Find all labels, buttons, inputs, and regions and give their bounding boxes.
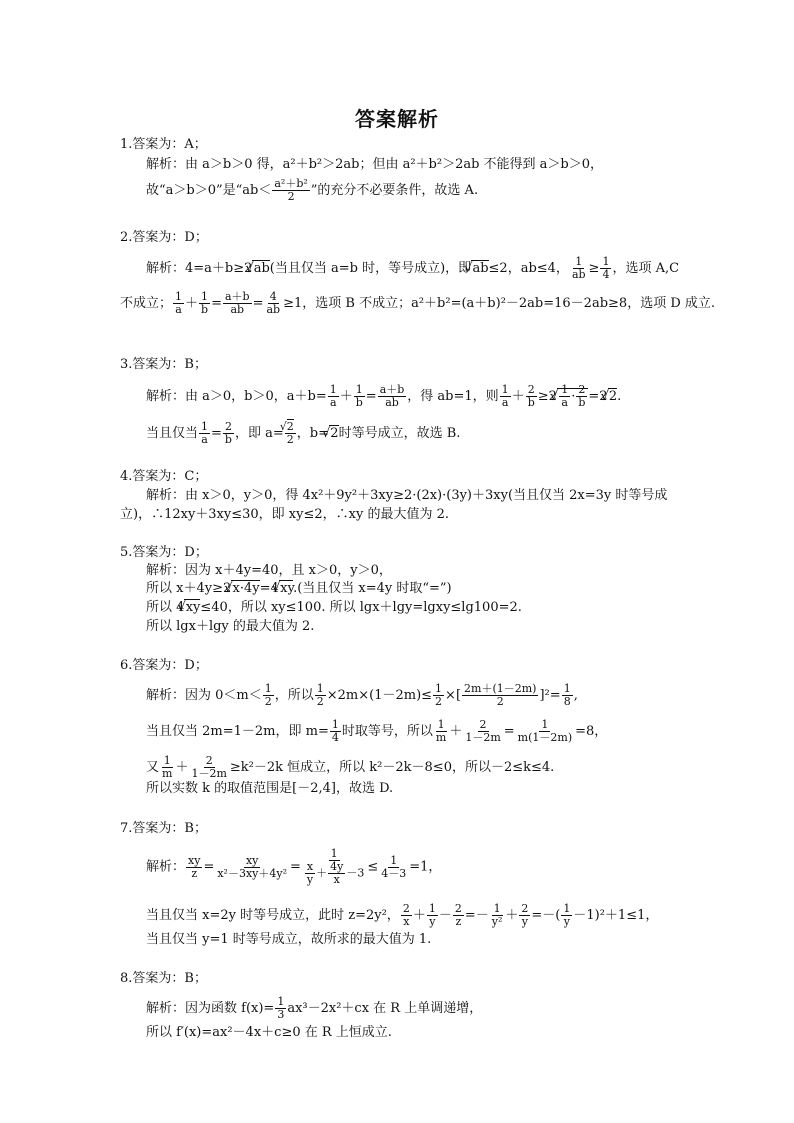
answer-6-line4: 所以实数 k 的取值范围是[－2,4]，故选 D. bbox=[146, 781, 394, 796]
page-title: 答案解析 bbox=[355, 107, 439, 131]
answer-8-line2: 所以 f′(x)=ax²－4x＋c≥0 在 R 上恒成立. bbox=[146, 1025, 392, 1040]
answer-4-line1: 解析：由 x＞0，y＞0，得 4x²＋9y²＋3xy≥2·(2x)·(3y)＋3xy(当且仅当 2x=3y 时等号成 bbox=[146, 488, 668, 503]
answer-4-line2: 立)，∴12xy＋3xy≤30，即 xy≤2，∴xy 的最大值为 2. bbox=[120, 507, 449, 522]
answer-7-line1: 解析： $\frac{xy}{z}$ = $\frac{xy}{\text{x²－3xy＋4y²}}$ = 1 $\frac{x}{y}$ ＋ $\frac{4y}{x}$ －3 ≤ $\frac{1}{4-3}$ =1， bbox=[146, 847, 442, 886]
answer-8-label: 8.答案为：B； bbox=[120, 971, 207, 986]
answer-2-label: 2.答案为：D； bbox=[120, 230, 208, 245]
answer-5-line3: 所以 4√ xy≤40，所以 xy≤100. 所以 lgx＋lgy=lgxy≤lg100=2. bbox=[146, 600, 522, 616]
answer-6-label: 6.答案为：D； bbox=[120, 658, 208, 673]
fraction: $\frac{\text{a²＋b²}}{2}$ bbox=[274, 177, 308, 203]
answer-5-line4: 所以 lgx＋lgy 的最大值为 2. bbox=[146, 619, 315, 634]
answer-3-line2: 当且仅当 $\frac{1}{a}$ = $\frac{2}{b}$ ，即 a= √ $\frac{2}{2}$ ，b=√ 2时等号成立，故选 B. bbox=[146, 421, 460, 446]
answer-1-label: 1.答案为：A； bbox=[120, 137, 207, 152]
answer-5-label: 5.答案为：D； bbox=[120, 545, 208, 560]
answer-2-line2: 不成立； $\frac{1}{a}$ ＋ $\frac{1}{b}$ = $\frac{a+b}{ab}$ = $\frac{4}{ab}$ ≥1，选项 B 不成立；a²＋b²=(a＋b)²－2ab=16－2ab≥8，选项 D 成立. bbox=[120, 290, 716, 316]
answer-7-line3: 当且仅当 y=1 时等号成立，故所求的最大值为 1. bbox=[146, 932, 432, 947]
answer-3-line1: 解析：由 a＞0，b＞0，a＋b= $\frac{1}{a}$ ＋ $\frac{1}{b}$ = $\frac{a+b}{ab}$ ，得 ab=1，则 $\frac{1}{a}$ ＋ $\frac{2}{b}$ ≥2 √ $\frac{1}{a}$ · $\frac{2}{b}$ =2√ 2. bbox=[146, 384, 621, 409]
answer-7-label: 7.答案为：B； bbox=[120, 821, 207, 836]
answer-6-line2: 当且仅当 2m=1－2m，即 m= $\frac{1}{4}$ 时取等号，所以 $\frac{1}{m}$ ＋ $\frac{2}{1-2m}$ = $\frac{1}{m(1-2m)}$ =8， bbox=[146, 718, 608, 744]
answer-6-line3: 又 $\frac{1}{m}$ ＋ $\frac{2}{1-2m}$ ≥k²－2k 恒成立，所以 k²－2k－8≤0，所以－2≤k≤4. bbox=[146, 754, 555, 780]
answer-3-label: 3.答案为：B； bbox=[120, 357, 207, 372]
answer-4-label: 4.答案为：C； bbox=[120, 469, 208, 484]
answer-6-line1: 解析：因为 0＜m＜ $\frac{1}{2}$ ，所以 $\frac{1}{2}$ ×2m×(1－2m)≤ $\frac{1}{2}$ ×[ $\frac{2m+(1-2m)}{2}$ ]²= $\frac{1}{8}$ , bbox=[146, 682, 578, 708]
answer-8-line1: 解析：因为函数 f(x)= $\frac{1}{3}$ ax³－2x²＋cx 在 R 上单调递增， bbox=[146, 995, 483, 1021]
answer-1-line1: 解析：由 a＞b＞0 得，a²＋b²＞2ab；但由 a²＋b²＞2ab 不能得到 a＞b＞0， bbox=[146, 157, 604, 172]
answer-5-line1: 解析：因为 x＋4y=40，且 x＞0，y＞0， bbox=[146, 563, 392, 578]
answer-2-line1: 解析：4=a＋b≥2√ ab(当且仅当 a=b 时，等号成立)，即√ ab≤2，ab≤4， $\frac{1}{ab}$ ≥ $\frac{1}{4}$ ，选项 A,C bbox=[146, 256, 679, 281]
answer-5-line2: 所以 x＋4y≥2√ x·4y=4√ xy.(当且仅当 x=4y 时取“=”) bbox=[146, 581, 452, 597]
answer-1-line2: 故“a＞b＞0”是“ab＜ $\frac{\text{a²＋b²}}{2}$ ”的充分不必要条件，故选 A. bbox=[146, 177, 479, 203]
answer-7-line2: 当且仅当 x=2y 时等号成立，此时 z=2y²， $\frac{2}{x}$ ＋ $\frac{1}{y}$ － $\frac{2}{z}$ =－ $\frac{1}{\text{y²}}$ ＋ $\frac{2}{y}$ =－( $\frac{1}{y}$ －1)²＋1≤1， bbox=[146, 902, 659, 928]
